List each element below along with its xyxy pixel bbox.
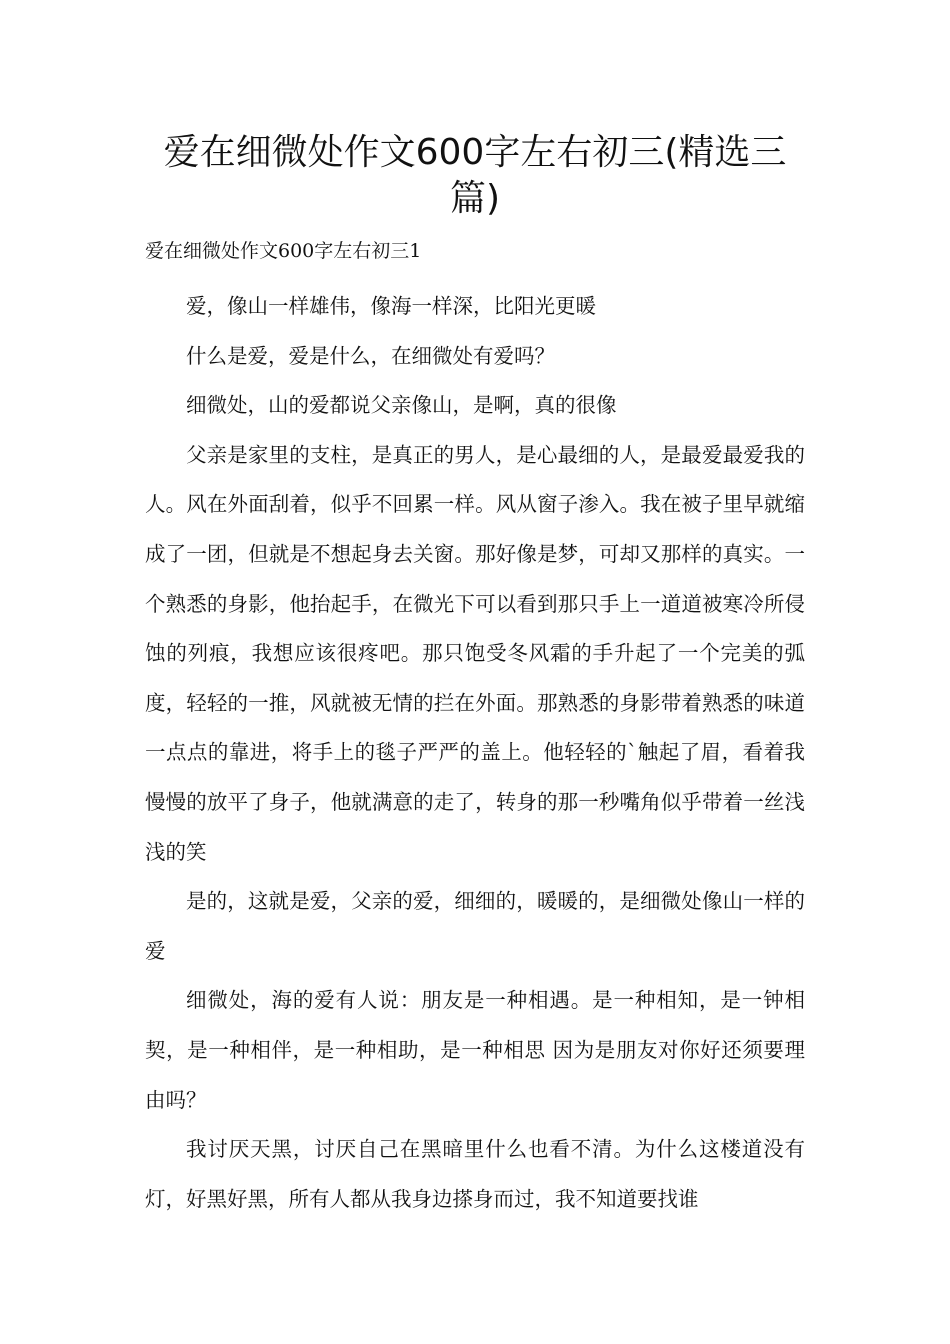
paragraph: 是的，这就是爱，父亲的爱，细细的，暖暖的，是细微处像山一样的爱	[145, 889, 805, 963]
paragraph: 爱，像山一样雄伟，像海一样深，比阳光更暖	[186, 294, 596, 318]
paragraph: 什么是爱，爱是什么，在细微处有爱吗？	[186, 343, 555, 368]
paragraph: 我讨厌天黑，讨厌自己在黑暗里什么也看不清。为什么这楼道没有灯，好黑好黑，所有人都从我身边搽身而过，我不知道要找谁	[145, 1137, 805, 1211]
paragraph: 细微处，山的爱都说父亲像山，是啊，真的很像	[186, 393, 617, 418]
document-body	[145, 282, 805, 1224]
document-title: 爱在细微处作文600字左右初三(精选三篇)	[163, 132, 787, 219]
paragraph: 父亲是家里的支柱，是真正的男人，是心最细的人，是最爱最爱我的人。风在外面刮着，似乎不回累一样。风从窗子渗入。我在被子里早就缩成了一团，但就是不想起身去关窗。那好像是梦，可却又那样的真实。一个熟悉的身影，他抬起手，在微光下可以看到那只手上一道道被寒冷所侵蚀的列痕，我想应该很疼吧。那只饱受冬风霜的手升起了一个完美的弧度，轻轻的一推，风就被无情的拦在外面。那熟悉的身影带着熟悉的味道一点点的靠进，将手上的毯子严严的盖上。他轻轻的`触起了眉，看着我慢慢的放平了身子，他就满意的走了，转身的那一秒嘴角似乎带着一丝浅浅的笑	[145, 442, 805, 864]
paragraph: 细微处，海的爱有人说：朋友是一种相遇。是一种相知，是一钟相契，是一种相伴，是一种相助，是一种相思 因为是朋友对你好还须要理由吗？	[145, 988, 805, 1112]
section-heading: 爱在细微处作文600字左右初三1	[145, 240, 422, 262]
